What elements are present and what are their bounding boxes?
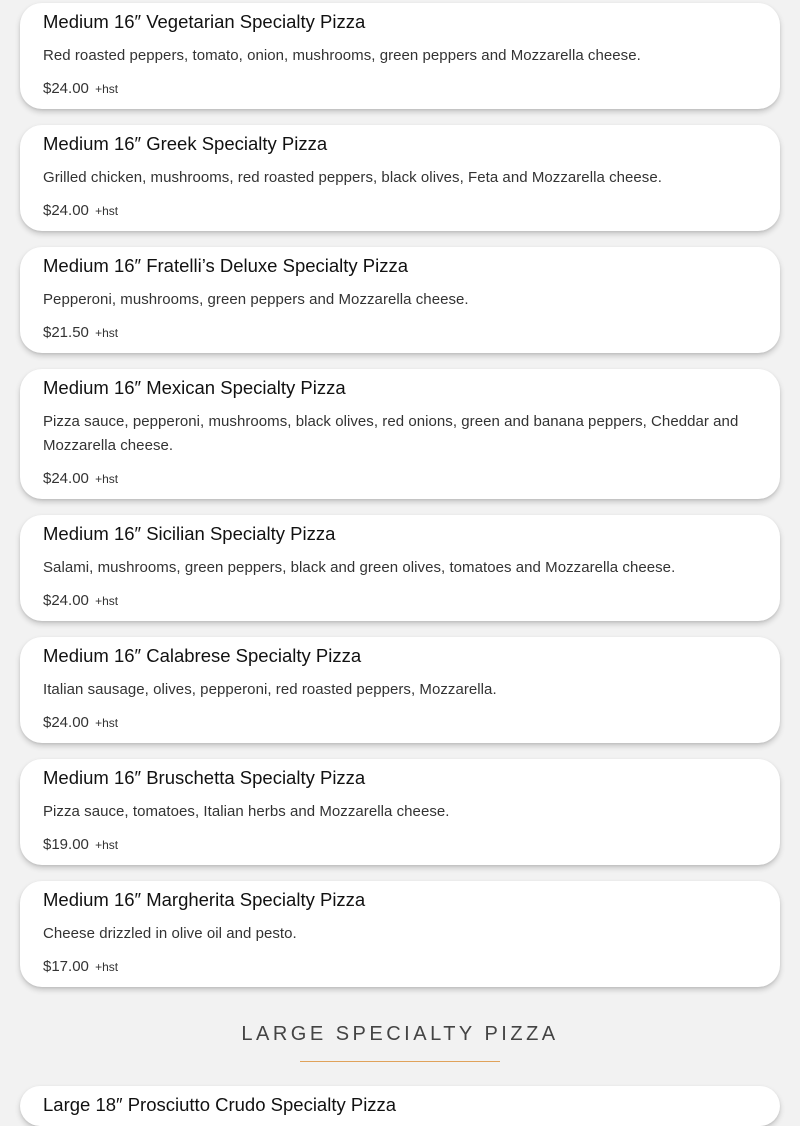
menu-item-price: $24.00 (43, 202, 89, 219)
menu-item-tax-note: +hst (95, 326, 119, 340)
menu-item-card[interactable] (20, 3, 780, 109)
menu-item-description: Pizza sauce, tomatoes, Italian herbs and Mozzarella cheese. (43, 803, 450, 820)
menu-item-tax-note: +hst (95, 204, 119, 218)
menu-item-tax-note: +hst (95, 472, 119, 486)
menu-item-title: Medium 16″ Fratelli’s Deluxe Specialty Pizza (43, 255, 409, 276)
menu-item-price-row (43, 955, 757, 979)
menu-item-tax-note: +hst (95, 716, 119, 730)
menu-item-description: Grilled chicken, mushrooms, red roasted peppers, black olives, Feta and Mozzarella cheese. (43, 169, 662, 186)
menu-item-title: Medium 16″ Vegetarian Specialty Pizza (43, 11, 366, 32)
menu-item-card[interactable] (20, 881, 780, 987)
menu-item-price: $24.00 (43, 470, 89, 487)
menu-item-title: Medium 16″ Calabrese Specialty Pizza (43, 645, 362, 666)
menu-item-price: $19.00 (43, 836, 89, 853)
menu-item-card[interactable] (20, 369, 780, 499)
menu-item-tax-note: +hst (95, 594, 119, 608)
section-divider (300, 1061, 500, 1062)
menu-item-price-row (43, 589, 757, 613)
menu-item-price: $24.00 (43, 592, 89, 609)
menu-item-title: Medium 16″ Mexican Specialty Pizza (43, 377, 346, 398)
menu-item-title: Medium 16″ Sicilian Specialty Pizza (43, 523, 336, 544)
menu-item-list (20, 3, 780, 1003)
menu-item-price: $21.50 (43, 324, 89, 341)
menu-item-price: $17.00 (43, 958, 89, 975)
menu-item-description: Red roasted peppers, tomato, onion, mushrooms, green peppers and Mozzarella cheese. (43, 47, 641, 64)
menu-item-card[interactable] (20, 125, 780, 231)
menu-item-title: Medium 16″ Margherita Specialty Pizza (43, 889, 366, 910)
section-title: LARGE SPECIALTY PIZZA (241, 1023, 559, 1045)
menu-item-card[interactable] (20, 1086, 780, 1126)
menu-item-description: Cheese drizzled in olive oil and pesto. (43, 925, 297, 942)
menu-item-title: Large 18″ Prosciutto Crudo Specialty Pizza (43, 1094, 397, 1115)
menu-item-description: Pepperoni, mushrooms, green peppers and Mozzarella cheese. (43, 291, 469, 308)
menu-item-tax-note: +hst (95, 82, 119, 96)
menu-item-card[interactable] (20, 247, 780, 353)
menu-item-tax-note: +hst (95, 960, 119, 974)
menu-item-price-row (43, 711, 757, 735)
menu-item-price-row (43, 833, 757, 857)
menu-item-title: Medium 16″ Bruschetta Specialty Pizza (43, 767, 366, 788)
menu-item-price-row (43, 199, 757, 223)
menu-item-price-row (43, 467, 757, 491)
section-header (0, 1018, 800, 1062)
menu-item-price-row (43, 77, 757, 101)
menu-item-description: Italian sausage, olives, pepperoni, red roasted peppers, Mozzarella. (43, 681, 497, 698)
menu-item-description: Salami, mushrooms, green peppers, black and green olives, tomatoes and Mozzarella cheese. (43, 559, 676, 576)
menu-item-title: Medium 16″ Greek Specialty Pizza (43, 133, 328, 154)
menu-item-tax-note: +hst (95, 838, 119, 852)
menu-item-card[interactable] (20, 515, 780, 621)
menu-item-description: Pizza sauce, pepperoni, mushrooms, black olives, red onions, green and banana peppers, Cheddar and Mozzarella cheese. (43, 413, 739, 454)
menu-item-price-row (43, 321, 757, 345)
menu-item-card[interactable] (20, 637, 780, 743)
menu-item-card[interactable] (20, 759, 780, 865)
menu-item-price: $24.00 (43, 714, 89, 731)
menu-item-price: $24.00 (43, 80, 89, 97)
